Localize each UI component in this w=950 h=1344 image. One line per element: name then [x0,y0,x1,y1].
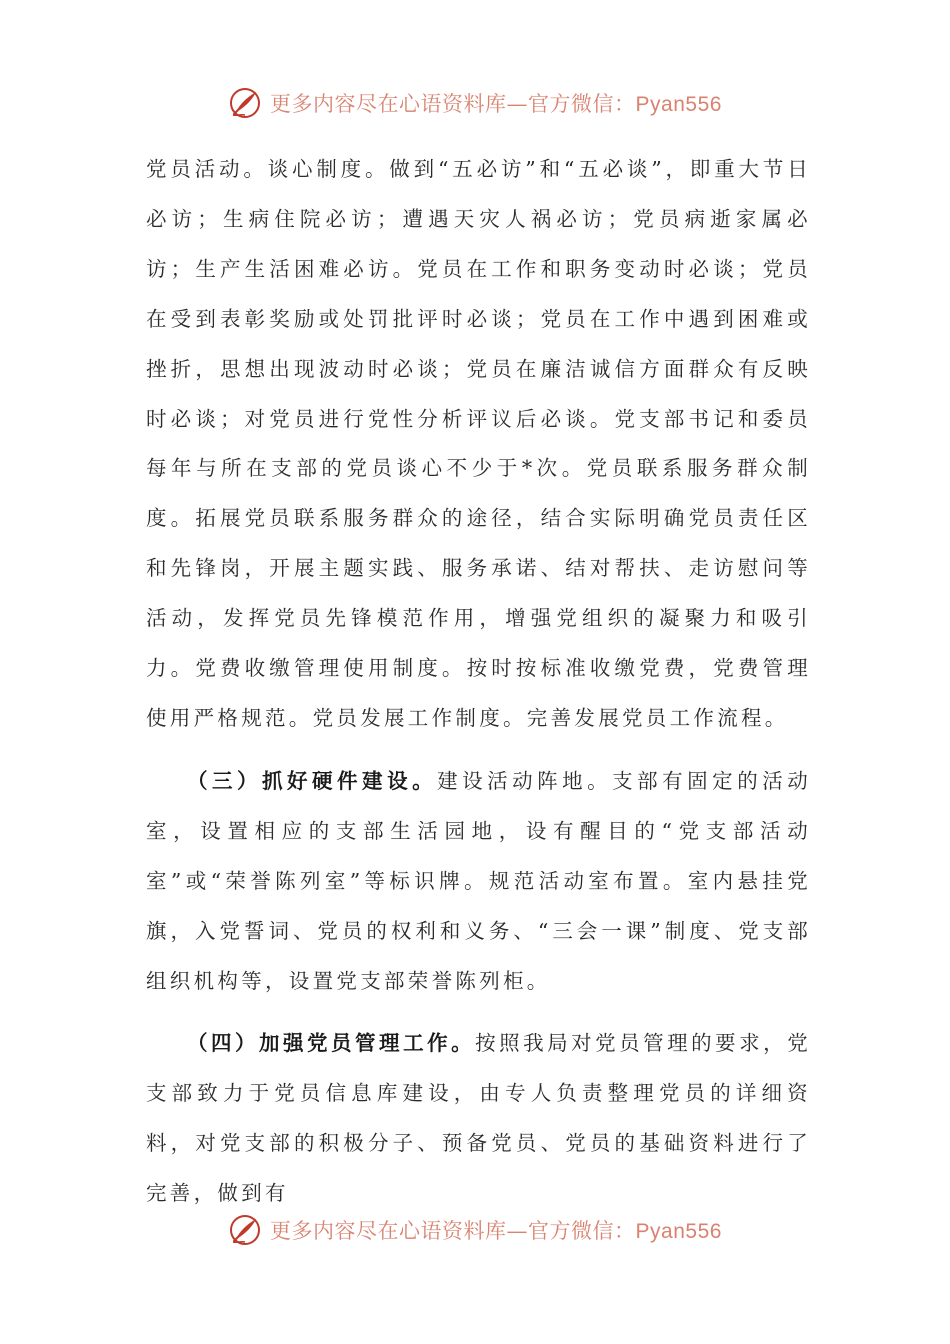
section-4-heading: （四）加强党员管理工作。 [187,1031,476,1056]
header-wechat-id: Pyan556 [635,93,722,116]
header-watermark-text: 更多内容尽在心语资料库—官方微信：Pyan556 [270,92,722,116]
section-3-heading: （三）抓好硬件建设。 [187,768,438,793]
document-body [146,145,811,1219]
footer-watermark [0,1205,950,1255]
section-4-text: 按照我局对党员管理的要求，党支部致力于党员信息库建设，由专人负责整理党员的详细资料，对党支部的积极分子、预备党员、党员的基础资料进行了完善，做到有 [146,1031,811,1206]
quill-logo-icon [228,86,262,120]
paragraph-party-activities: 党员活动。谈心制度。做到“五必访”和“五必谈”，即重大节日必访；生病住院必访；遭遇天灾人祸必访；党员病逝家属必访；生产生活困难必访。党员在工作和职务变动时必谈；党员在受到表彰奖励或处罚批评时必谈；党员在工作中遇到困难或挫折，思想出现波动时必谈；党员在廉洁诚信方面群众有反映时必谈；对党员进行党性分析评议后必谈。党支部书记和委员每年与所在支部的党员谈心不少于*次。党员联系服务群众制度。拓展党员联系服务群众的途径，结合实际明确党员责任区和先锋岗，开展主题实践、服务承诺、结对帮扶、走访慰问等活动，发挥党员先锋模范作用，增强党组织的凝聚力和吸引力。党费收缴管理使用制度。按时按标准收缴党费，党费管理使用严格规范。党员发展工作制度。完善发展党员工作流程。 [146,157,811,730]
paragraph-section-3 [146,757,811,1007]
header-watermark [0,78,950,128]
section-3-text: 建设活动阵地。支部有固定的活动室，设置相应的支部生活园地，设有醒目的“党支部活动室”或“荣誉陈列室”等标识牌。规范活动室布置。室内悬挂党旗，入党誓词、党员的权利和义务、“三会一课”制度、党支部组织机构等，设置党支部荣誉陈列柜。 [146,768,812,993]
footer-wechat-id: Pyan556 [635,1220,722,1243]
paragraph-section-4 [146,1019,811,1219]
quill-logo-icon [228,1213,262,1247]
footer-watermark-text: 更多内容尽在心语资料库—官方微信：Pyan556 [270,1219,722,1243]
